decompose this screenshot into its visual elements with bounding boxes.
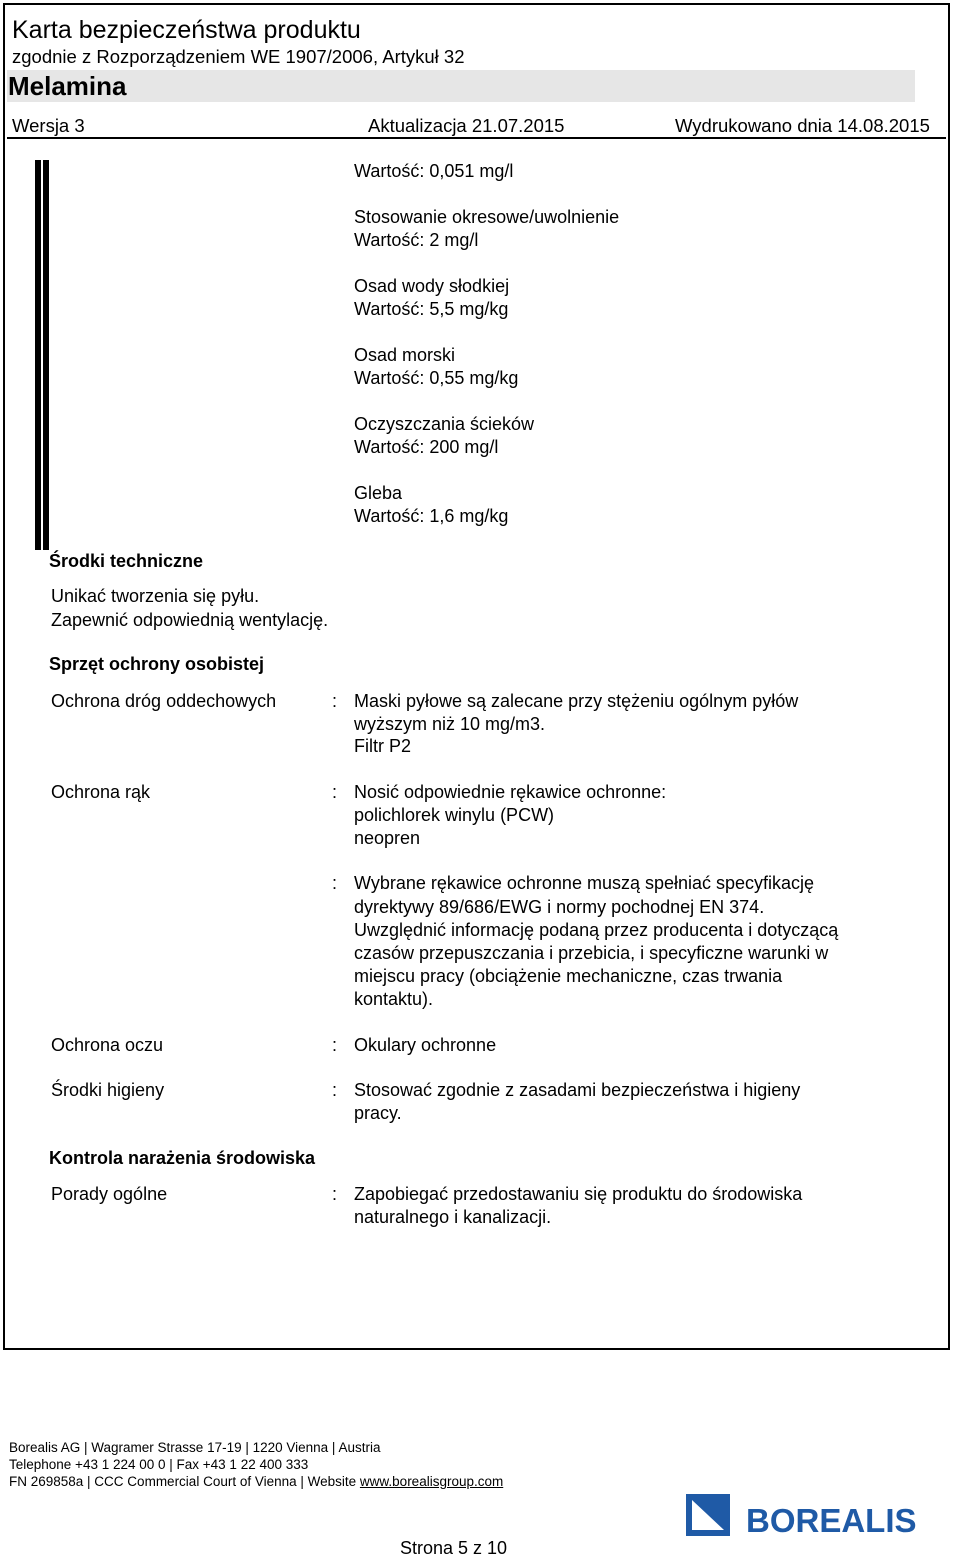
change-marker-bar <box>43 160 49 550</box>
value-line: Wartość: 200 mg/l <box>354 437 499 457</box>
website-link[interactable]: www.borealisgroup.com <box>359 1474 504 1489</box>
general-advice-label: Porady ogólne <box>51 1184 168 1204</box>
logo-wordmark: BOREALIS <box>746 1502 917 1539</box>
general-advice-text: naturalnego i kanalizacji. <box>354 1207 552 1227</box>
footer-phone: Telephone +43 1 224 00 0 | Fax +43 1 22 400 333 <box>9 1457 309 1472</box>
value-line: Wartość: 1,6 mg/kg <box>354 506 509 526</box>
hygiene-measures-text: Stosować zgodnie z zasadami bezpieczeństwa i higieny <box>354 1080 801 1100</box>
technical-measures-text: Unikać tworzenia się pyłu. <box>51 586 260 606</box>
product-name-bar <box>7 70 915 102</box>
value-group-title: Oczyszczania ścieków <box>354 414 535 434</box>
general-advice-text: Zapobiegać przedostawaniu się produktu do środowiska <box>354 1184 803 1204</box>
hand-protection-text: polichlorek winylu (PCW) <box>354 805 555 825</box>
glove-spec-text: kontaktu). <box>354 989 434 1009</box>
change-marker-bar <box>35 160 41 550</box>
hand-protection-label: Ochrona rąk <box>51 782 151 802</box>
colon-separator: : <box>332 691 338 711</box>
hygiene-measures-text: pracy. <box>354 1103 402 1123</box>
respiratory-protection-text: Filtr P2 <box>354 736 412 756</box>
print-date: Wydrukowano dnia 14.08.2015 <box>675 115 930 136</box>
environment-heading: Kontrola narażenia środowiska <box>49 1148 316 1168</box>
value-group-title: Osad wody słodkiej <box>354 276 510 296</box>
glove-spec-text: miejscu pracy (obciążenie mechaniczne, czas trwania <box>354 966 783 986</box>
value-line: Wartość: 5,5 mg/kg <box>354 299 509 319</box>
header-divider <box>7 137 946 139</box>
eye-protection-label: Ochrona oczu <box>51 1035 164 1055</box>
document-subtitle: zgodnie z Rozporządzeniem WE 1907/2006, Artykuł 32 <box>12 46 465 67</box>
footer-registry <box>9 1474 503 1489</box>
respiratory-protection-text: Maski pyłowe są zalecane przy stężeniu ogólnym pyłów <box>354 691 799 711</box>
value-line: Wartość: 0,55 mg/kg <box>354 368 519 388</box>
footer-registry-text: FN 269858a | CCC Commercial Court of Vienna | Website <box>9 1474 360 1489</box>
hand-protection-text: Nosić odpowiednie rękawice ochronne: <box>354 782 667 802</box>
colon-separator: : <box>332 1035 338 1055</box>
page-number: Strona 5 z 10 <box>400 1538 508 1558</box>
hygiene-measures-label: Środki higieny <box>51 1080 165 1100</box>
footer-address: Borealis AG | Wagramer Strasse 17-19 | 1220 Vienna | Austria <box>9 1440 381 1455</box>
technical-measures-text: Zapewnić odpowiednią wentylację. <box>51 610 329 630</box>
glove-spec-text: dyrektywy 89/686/EWG i normy pochodnej EN 374. <box>354 897 765 917</box>
ppe-heading: Sprzęt ochrony osobistej <box>49 654 265 674</box>
eye-protection-text: Okulary ochronne <box>354 1035 497 1055</box>
value-group-title: Stosowanie okresowe/uwolnienie <box>354 207 620 227</box>
glove-spec-text: Wybrane rękawice ochronne muszą spełniać specyfikację <box>354 873 815 893</box>
glove-spec-text: Uwzględnić informację podaną przez producenta i dotyczącą <box>354 920 839 940</box>
update-date: Aktualizacja 21.07.2015 <box>368 115 565 136</box>
hand-protection-text: neopren <box>354 828 421 848</box>
colon-separator: : <box>332 782 338 802</box>
product-name: Melamina <box>8 71 127 101</box>
respiratory-protection-label: Ochrona dróg oddechowych <box>51 691 277 711</box>
colon-separator: : <box>332 1080 338 1100</box>
borealis-logo <box>686 1490 956 1540</box>
value-line: Wartość: 0,051 mg/l <box>354 161 514 181</box>
colon-separator: : <box>332 873 338 893</box>
value-group-title: Gleba <box>354 483 403 503</box>
value-group-title: Osad morski <box>354 345 456 365</box>
value-line: Wartość: 2 mg/l <box>354 230 479 250</box>
glove-spec-text: czasów przepuszczania i przebicia, i specyficzne warunki w <box>354 943 829 963</box>
version-label: Wersja 3 <box>12 115 85 136</box>
respiratory-protection-text: wyższym niż 10 mg/m3. <box>354 714 546 734</box>
technical-measures-heading: Środki techniczne <box>49 551 204 571</box>
document-title: Karta bezpieczeństwa produktu <box>12 16 361 44</box>
colon-separator: : <box>332 1184 338 1204</box>
